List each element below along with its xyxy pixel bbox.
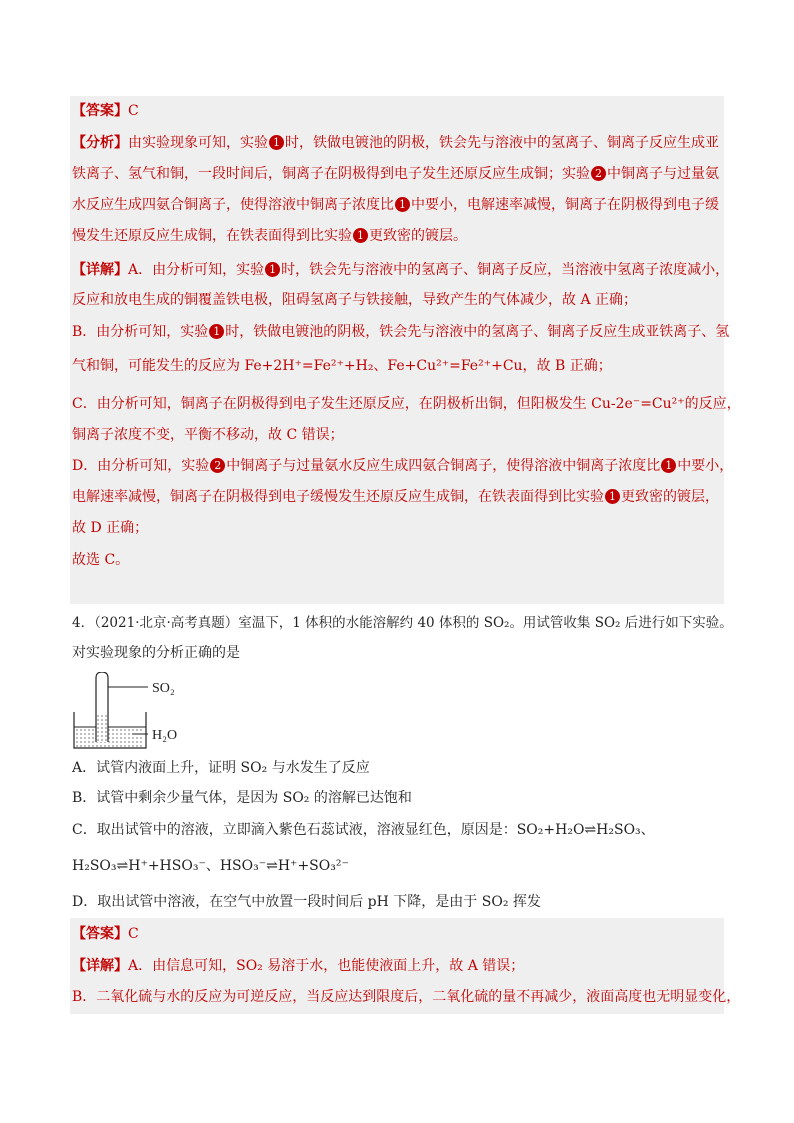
circled-number: 2 (591, 166, 606, 181)
detail-text: A．由信息可知，SO₂ 易溶于水，也能使液面上升，故 A 错误； (128, 958, 525, 974)
analysis-line (72, 133, 719, 153)
answer-value: C (128, 103, 139, 119)
detail-line (72, 322, 729, 342)
detail-tag: 【详解】 (72, 958, 128, 974)
detail-line (72, 550, 129, 570)
circled-number: 1 (269, 135, 284, 150)
question-stem: 4．（2021·北京·高考真题）室温下，1 体积的水能溶解约 40 体积的 SO₂。用试管收集 SO₂ 后进行如下实验。 (72, 615, 733, 631)
detail-line (72, 956, 524, 976)
analysis-text: 中要小，电解速率减慢，铜离子在阴极得到电子缓 (411, 197, 719, 213)
detail-text: B．由分析可知，实验 (72, 324, 209, 340)
analysis-line (72, 195, 719, 215)
detail-line (72, 356, 612, 376)
detail-text: C．由分析可知，铜离子在阴极得到电子发生还原反应，在阴极析出铜，但阳极发生 Cu-2e⁻=Cu²⁺的反应， (72, 396, 741, 412)
analysis-line (72, 226, 467, 246)
detail-text: 时，铁会先与溶液中的氢离子、铜离子反应，当溶液中氢离子浓度减小， (281, 262, 730, 278)
analysis-text: 时，铁做电镀池的阴极，铁会先与溶液中的氢离子、铜离子反应生成亚 (285, 135, 719, 151)
circled-number: 1 (661, 458, 676, 473)
detail-text: 中要小， (677, 458, 734, 474)
analysis-line (72, 164, 719, 184)
circled-number: 1 (605, 489, 620, 504)
analysis-text: 中铜离子与过量氨 (607, 166, 719, 182)
detail-text: D．由分析可知，实验 (72, 458, 210, 474)
circled-number: 2 (210, 458, 225, 473)
gas-label: SO₂ (152, 681, 175, 696)
option-c: C．取出试管中的溶液，立即滴入紫色石蕊试液，溶液显红色，原因是：SO₂+H₂O⇌H₂SO₃、 (72, 822, 655, 838)
option-b: B．试管中剩余少量气体，是因为 SO₂ 的溶解已达饱和 (72, 790, 412, 806)
circled-number: 1 (209, 324, 224, 339)
detail-text: 铜离子浓度不变，平衡不移动，故 C 错误； (72, 427, 344, 443)
analysis-text: 更致密的镀层。 (369, 228, 467, 244)
detail-text: 反应和放电生成的铜覆盖铁电极，阻碍氢离子与铁接触，导致产生的气体减少，故 A 正确； (72, 292, 638, 308)
detail-text: 中铜离子与过量氨水反应生成四氨合铜离子，使得溶液中铜离子浓度比 (226, 458, 661, 474)
analysis-text: 铁离子、氢气和铜，一段时间后，铜离子在阴极得到电子发生还原反应生成铜；实验 (72, 166, 590, 182)
analysis-text: 慢发生还原反应生成铜，在铁表面得到比实验 (72, 228, 352, 244)
detail-text: 更致密的镀层， (621, 489, 719, 505)
detail-line: B．二氧化硫与水的反应为可逆反应，当反应达到限度后，二氧化硫的量不再减少，液面高度也无明显变化， (72, 989, 741, 1005)
detail-line (72, 456, 733, 476)
analysis-tag: 【分析】 (72, 135, 128, 151)
option-d: D．取出试管中溶液，在空气中放置一段时间后 pH 下降，是由于 SO₂ 挥发 (72, 894, 541, 910)
test-tube (96, 672, 108, 742)
detail-text: 电解速率减慢，铜离子在阴极得到电子缓慢发生还原反应生成铜，在铁表面得到比实验 (72, 489, 604, 505)
water-label: H₂O (152, 728, 178, 743)
detail-line (72, 260, 729, 280)
answer-tag: 【答案】 (72, 103, 128, 119)
question-stem: 对实验现象的分析正确的是 (72, 645, 240, 661)
circled-number: 1 (265, 262, 280, 277)
circled-number: 1 (353, 228, 368, 243)
detail-text: 时，铁做电镀池的阴极，铁会先与溶液中的氢离子、铜离子反应生成亚铁离子、氢 (225, 324, 730, 340)
option-c-continued: H₂SO₃⇌H⁺+HSO₃⁻、HSO₃⁻⇌H⁺+SO₃²⁻ (72, 858, 349, 874)
detail-text: 故 D 正确； (72, 520, 149, 536)
beaker (74, 712, 146, 748)
answer-value: C (128, 926, 139, 942)
answer-line (72, 924, 139, 944)
answer-tag: 【答案】 (72, 926, 128, 942)
analysis-text: 由实验现象可知，实验 (128, 135, 268, 151)
option-a: A．试管内液面上升，证明 SO₂ 与水发生了反应 (72, 760, 370, 776)
detail-text: A．由分析可知，实验 (128, 262, 265, 278)
answer-line (72, 101, 139, 121)
analysis-text: 水反应生成四氨合铜离子，使得溶液中铜离子浓度比 (72, 197, 394, 213)
detail-line (72, 425, 344, 445)
detail-text: 故选 C。 (72, 552, 130, 568)
detail-text: 气和铜，可能发生的反应为 Fe+2H⁺=Fe²⁺+H₂、Fe+Cu²⁺=Fe²⁺+Cu，故 B 正确； (72, 358, 612, 374)
detail-tag: 【详解】 (72, 262, 128, 278)
detail-line (72, 487, 719, 507)
detail-line (72, 290, 637, 310)
detail-line (72, 394, 741, 414)
experiment-figure (72, 672, 212, 750)
circled-number: 1 (395, 197, 410, 212)
detail-line (72, 518, 148, 538)
